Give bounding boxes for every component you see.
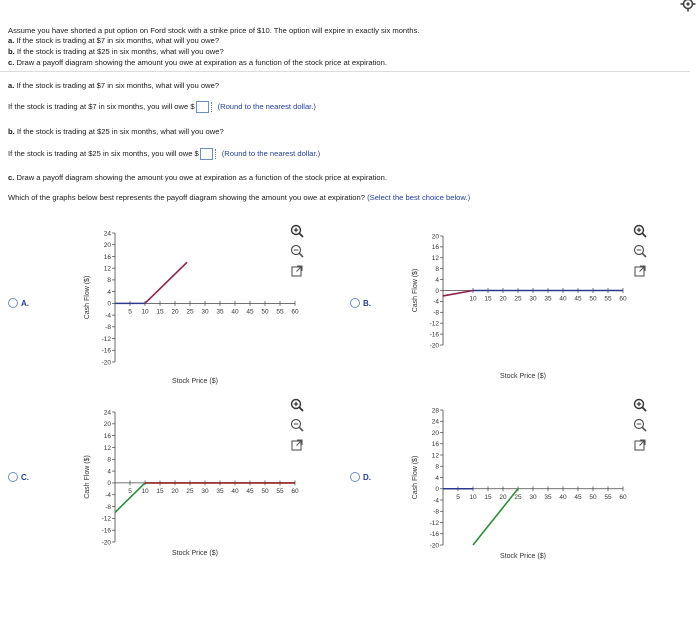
y-axis-label: Cash Flow ($) [412, 455, 419, 500]
option-a-radio[interactable] [8, 298, 18, 308]
option-b-label: B. [363, 298, 371, 308]
divider [0, 71, 690, 72]
x-tick-label: 35 [544, 493, 552, 501]
x-tick-label: 10 [141, 487, 149, 495]
option-c-label: C. [21, 472, 29, 482]
popout-icon[interactable] [633, 438, 647, 452]
y-tick-label: 16 [431, 244, 439, 252]
chart-c-tools [290, 398, 304, 452]
y-tick-label: 12 [103, 444, 111, 452]
y-tick-label: 0 [435, 287, 439, 295]
x-axis-label: Stock Price ($) [500, 553, 546, 560]
x-tick-label: 35 [216, 308, 224, 316]
y-tick-label: -12 [101, 515, 111, 523]
chart-option-a [55, 225, 299, 390]
x-tick-label: 55 [276, 308, 284, 316]
x-tick-label: 30 [201, 308, 209, 316]
y-tick-label: 12 [431, 255, 439, 263]
option-d-label: D. [363, 472, 371, 482]
part-a-answer-line [8, 101, 316, 113]
x-tick-label: 25 [186, 308, 194, 316]
x-tick-label: 15 [156, 308, 164, 316]
series-line [473, 489, 518, 545]
intro-item-b-text: If the stock is trading at $25 in six months, what will you owe? [14, 47, 224, 56]
x-tick-label: 15 [484, 295, 492, 303]
y-tick-label: 28 [431, 407, 439, 415]
y-tick-label: -20 [429, 542, 439, 550]
y-tick-label: 8 [435, 266, 439, 273]
y-tick-label: 0 [107, 480, 111, 488]
intro-item-a-text: If the stock is trading at $7 in six months, what will you owe? [14, 36, 220, 45]
intro-item-c-text: Draw a payoff diagram showing the amount you owe at expiration as a function of the stock price at expiration. [14, 58, 387, 67]
x-tick-label: 55 [604, 493, 612, 501]
y-tick-label: 4 [435, 474, 439, 482]
y-tick-label: -4 [433, 497, 439, 505]
x-tick-label: 25 [514, 295, 522, 303]
chart-option-d [398, 400, 638, 565]
zoom-in-icon[interactable] [633, 398, 647, 412]
y-tick-label: 20 [103, 421, 111, 429]
y-tick-label: 4 [107, 288, 111, 296]
y-tick-label: -12 [429, 519, 439, 527]
y-tick-label: -8 [433, 309, 439, 317]
x-tick-label: 30 [529, 295, 537, 303]
x-tick-label: 25 [186, 487, 194, 495]
part-a-answer-input[interactable] [196, 101, 209, 113]
x-tick-label: 35 [544, 295, 552, 303]
x-tick-label: 35 [216, 487, 224, 495]
y-axis-label: Cash Flow ($) [412, 268, 419, 313]
option-d-radio[interactable] [350, 472, 360, 482]
y-tick-label: -16 [101, 527, 111, 535]
x-tick-label: 55 [604, 295, 612, 303]
y-tick-label: 24 [431, 418, 439, 426]
x-tick-label: 10 [469, 493, 477, 501]
x-axis-label: Stock Price ($) [172, 550, 218, 557]
x-tick-label: 45 [246, 308, 254, 316]
popout-icon[interactable] [290, 264, 304, 278]
part-b-answer-prefix: If the stock is trading at $25 in six months, you will owe $ [8, 149, 199, 158]
x-tick-label: 60 [291, 308, 299, 316]
y-tick-label: -20 [429, 342, 439, 350]
x-tick-label: 40 [559, 493, 567, 501]
x-tick-label: 60 [619, 493, 627, 501]
part-c-question [8, 193, 470, 202]
y-tick-label: -16 [429, 331, 439, 339]
x-tick-label: 20 [499, 493, 507, 501]
x-tick-label: 30 [529, 493, 537, 501]
y-tick-label: -4 [105, 492, 111, 500]
part-b-heading-text: If the stock is trading at $25 in six months, what will you owe? [14, 127, 224, 136]
x-tick-label: 10 [141, 308, 149, 316]
part-b-answer-line [8, 148, 320, 160]
divider [215, 149, 219, 159]
y-tick-label: 8 [107, 277, 111, 285]
part-c-question-text: Which of the graphs below best represents the payoff diagram showing the amount you owe at expiration? [8, 193, 365, 202]
y-tick-label: -4 [433, 298, 439, 306]
x-tick-label: 45 [246, 487, 254, 495]
y-tick-label: 16 [103, 432, 111, 440]
y-tick-label: 4 [107, 468, 111, 476]
y-tick-label: 12 [431, 452, 439, 460]
y-tick-label: 16 [431, 441, 439, 449]
popout-icon[interactable] [633, 264, 647, 278]
y-tick-label: -8 [105, 324, 111, 332]
x-tick-label: 60 [291, 487, 299, 495]
x-tick-label: 20 [171, 487, 179, 495]
gear-icon[interactable] [680, 0, 696, 12]
y-tick-label: 0 [107, 300, 111, 308]
chart-option-b [398, 230, 638, 385]
x-tick-label: 10 [469, 295, 477, 303]
y-tick-label: 0 [435, 486, 439, 494]
x-tick-label: 40 [559, 295, 567, 303]
x-tick-label: 50 [261, 308, 269, 316]
x-tick-label: 20 [171, 308, 179, 316]
y-tick-label: 12 [103, 265, 111, 273]
y-tick-label: 24 [103, 409, 111, 417]
question-intro: Assume you have shorted a put option on Ford stock with a strike price of $10. The option will expire in exactly six months. [8, 26, 420, 35]
zoom-out-icon[interactable] [633, 244, 647, 258]
x-tick-label: 50 [261, 487, 269, 495]
part-a-heading [8, 81, 219, 90]
divider [211, 102, 215, 112]
part-b-heading [8, 127, 224, 136]
y-tick-label: -12 [429, 320, 439, 328]
x-tick-label: 55 [276, 487, 284, 495]
x-tick-label: 45 [574, 295, 582, 303]
popout-icon[interactable] [290, 438, 304, 452]
x-tick-label: 45 [574, 493, 582, 501]
part-b-answer-input[interactable] [200, 148, 213, 160]
part-b-letter: b. [8, 127, 15, 136]
option-a-label: A. [21, 298, 29, 308]
zoom-out-icon[interactable] [290, 244, 304, 258]
y-tick-label: -20 [101, 359, 111, 367]
part-b-hint: (Round to the nearest dollar.) [221, 149, 321, 158]
y-tick-label: 16 [103, 253, 111, 261]
y-axis-label: Cash Flow ($) [84, 275, 91, 320]
chart-d-tools [633, 398, 647, 452]
x-tick-label: 30 [201, 487, 209, 495]
part-a-letter: a. [8, 81, 15, 90]
x-tick-label: 50 [589, 295, 597, 303]
y-tick-label: -4 [105, 312, 111, 320]
y-tick-label: -16 [429, 531, 439, 539]
part-a-hint: (Round to the nearest dollar.) [217, 102, 316, 111]
zoom-in-icon[interactable] [290, 398, 304, 412]
y-tick-label: 20 [431, 429, 439, 437]
option-c[interactable] [8, 472, 29, 482]
x-tick-label: 5 [456, 493, 460, 501]
part-c-heading-text: Draw a payoff diagram showing the amount you owe at expiration as a function of the stock price at expiration. [14, 173, 387, 182]
part-a-answer-prefix: If the stock is trading at $7 in six months, you will owe $ [8, 102, 195, 111]
x-tick-label: 40 [231, 487, 239, 495]
option-b-radio[interactable] [350, 298, 360, 308]
option-d[interactable] [350, 472, 371, 482]
x-tick-label: 50 [589, 493, 597, 501]
x-tick-label: 5 [128, 487, 132, 495]
y-tick-label: 8 [435, 463, 439, 471]
intro-item-b [8, 47, 224, 56]
y-tick-label: 8 [107, 456, 111, 464]
x-tick-label: 15 [156, 487, 164, 495]
y-tick-label: 4 [435, 276, 439, 284]
zoom-out-icon[interactable] [633, 418, 647, 432]
intro-item-a [8, 36, 219, 45]
x-tick-label: 60 [619, 295, 627, 303]
chart-a-tools [290, 224, 304, 278]
y-tick-label: -20 [101, 539, 111, 547]
y-axis-label: Cash Flow ($) [84, 455, 91, 499]
zoom-in-icon[interactable] [290, 224, 304, 238]
part-a-heading-text: If the stock is trading at $7 in six months, what will you owe? [14, 81, 220, 90]
part-c-letter: c. [8, 173, 15, 182]
y-tick-label: -8 [105, 503, 111, 511]
x-tick-label: 15 [484, 493, 492, 501]
option-b[interactable] [350, 298, 371, 308]
y-tick-label: 20 [431, 233, 439, 241]
x-axis-label: Stock Price ($) [172, 378, 218, 385]
y-tick-label: -16 [101, 347, 111, 355]
chart-option-c [55, 400, 299, 565]
intro-item-a-letter: a. [8, 36, 15, 45]
chart-b-tools [633, 224, 647, 278]
intro-item-b-letter: b. [8, 47, 15, 56]
x-tick-label: 20 [499, 295, 507, 303]
intro-item-c [8, 58, 387, 67]
y-tick-label: 24 [103, 230, 111, 238]
part-c-hint: (Select the best choice below.) [367, 193, 471, 202]
zoom-out-icon[interactable] [290, 418, 304, 432]
y-tick-label: -8 [433, 508, 439, 516]
y-tick-label: -12 [101, 335, 111, 343]
option-c-radio[interactable] [8, 472, 18, 482]
part-c-heading [8, 173, 387, 182]
x-tick-label: 5 [128, 308, 132, 316]
x-axis-label: Stock Price ($) [500, 373, 546, 380]
x-tick-label: 40 [231, 308, 239, 316]
intro-item-c-letter: c. [8, 58, 15, 67]
option-a[interactable] [8, 298, 29, 308]
y-tick-label: 20 [103, 242, 111, 250]
zoom-in-icon[interactable] [633, 224, 647, 238]
x-tick-label: 25 [514, 493, 522, 501]
series-line [145, 262, 187, 303]
